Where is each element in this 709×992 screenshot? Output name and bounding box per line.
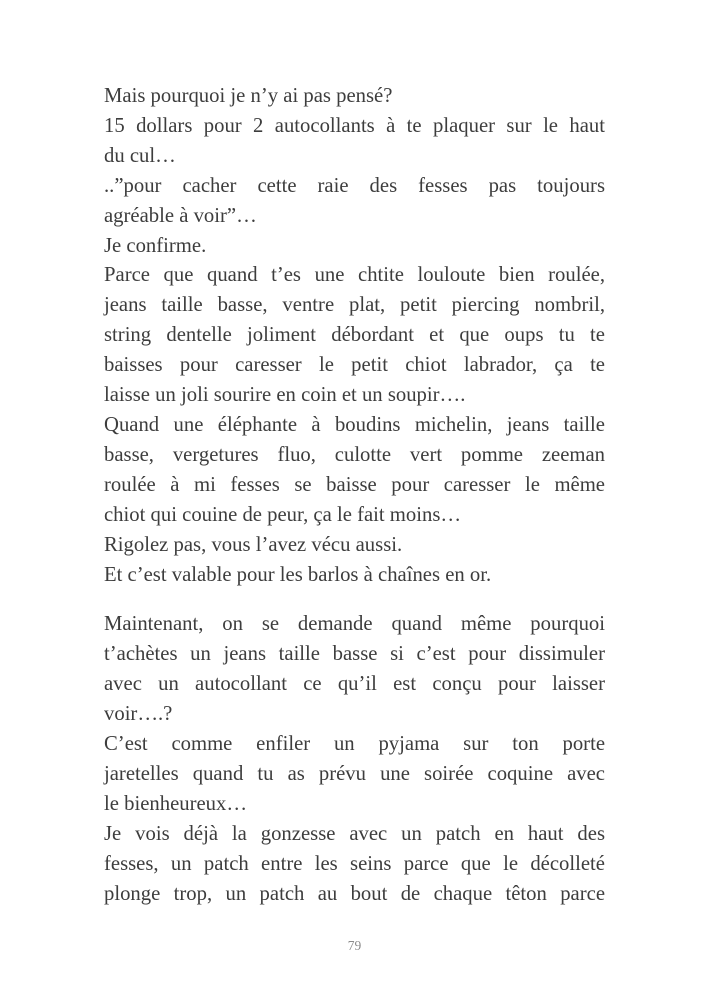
text-line: Et c’est valable pour les barlos à chaînes en or.: [104, 563, 492, 586]
paragraph-2: [104, 610, 605, 909]
text-line: Mais pourquoi je n’y ai pas pensé?: [104, 85, 393, 107]
text-line: avec un autocollant ce qu’il est conçu pour laisser: [104, 673, 605, 696]
text-line: Quand une éléphante à boudins michelin, jeans taille: [104, 413, 605, 436]
text-line: Parce que quand t’es une chtite louloute bien roulée,: [104, 264, 605, 287]
text-line: ..”pour cacher cette raie des fesses pas toujours: [104, 174, 605, 197]
text-line: t’achètes un jeans taille basse si c’est pour dissimuler: [104, 643, 605, 666]
text-line: roulée à mi fesses se baisse pour caresser le même: [104, 473, 605, 496]
text-line: agréable à voir”…: [104, 204, 257, 227]
text-line: le bienheureux…: [104, 792, 248, 815]
text-line: fesses, un patch entre les seins parce que le décolleté: [104, 852, 605, 875]
text-line: laisse un joli sourire en coin et un soupir….: [104, 384, 466, 407]
text-line: C’est comme enfiler un pyjama sur ton porte: [104, 733, 605, 756]
text-line: Rigolez pas, vous l’avez vécu aussi.: [104, 533, 403, 556]
text-line: plonge trop, un patch au bout de chaque têton parce: [104, 882, 605, 905]
text-line: jeans taille basse, ventre plat, petit piercing nombril,: [104, 294, 605, 317]
text-line: jaretelles quand tu as prévu une soirée coquine avec: [104, 762, 605, 785]
text-line: du cul…: [104, 144, 176, 167]
paragraph-1: [104, 82, 605, 590]
text-line: string dentelle joliment débordant et que oups tu te: [104, 324, 605, 347]
text-line: Je confirme.: [104, 234, 207, 257]
text-line: Maintenant, on se demande quand même pourquoi: [104, 613, 605, 636]
text-line: chiot qui couine de peur, ça le fait moins…: [104, 503, 462, 526]
page-text: [104, 82, 605, 909]
text-line: voir….?: [104, 703, 173, 726]
text-line: baisses pour caresser le petit chiot labrador, ça te: [104, 354, 605, 377]
text-line: 15 dollars pour 2 autocollants à te plaquer sur le haut: [104, 114, 605, 137]
text-line: basse, vergetures fluo, culotte vert pomme zeeman: [104, 443, 605, 466]
page-number: 79: [347, 938, 362, 953]
text-line: Je vois déjà la gonzesse avec un patch en haut des: [104, 822, 605, 845]
